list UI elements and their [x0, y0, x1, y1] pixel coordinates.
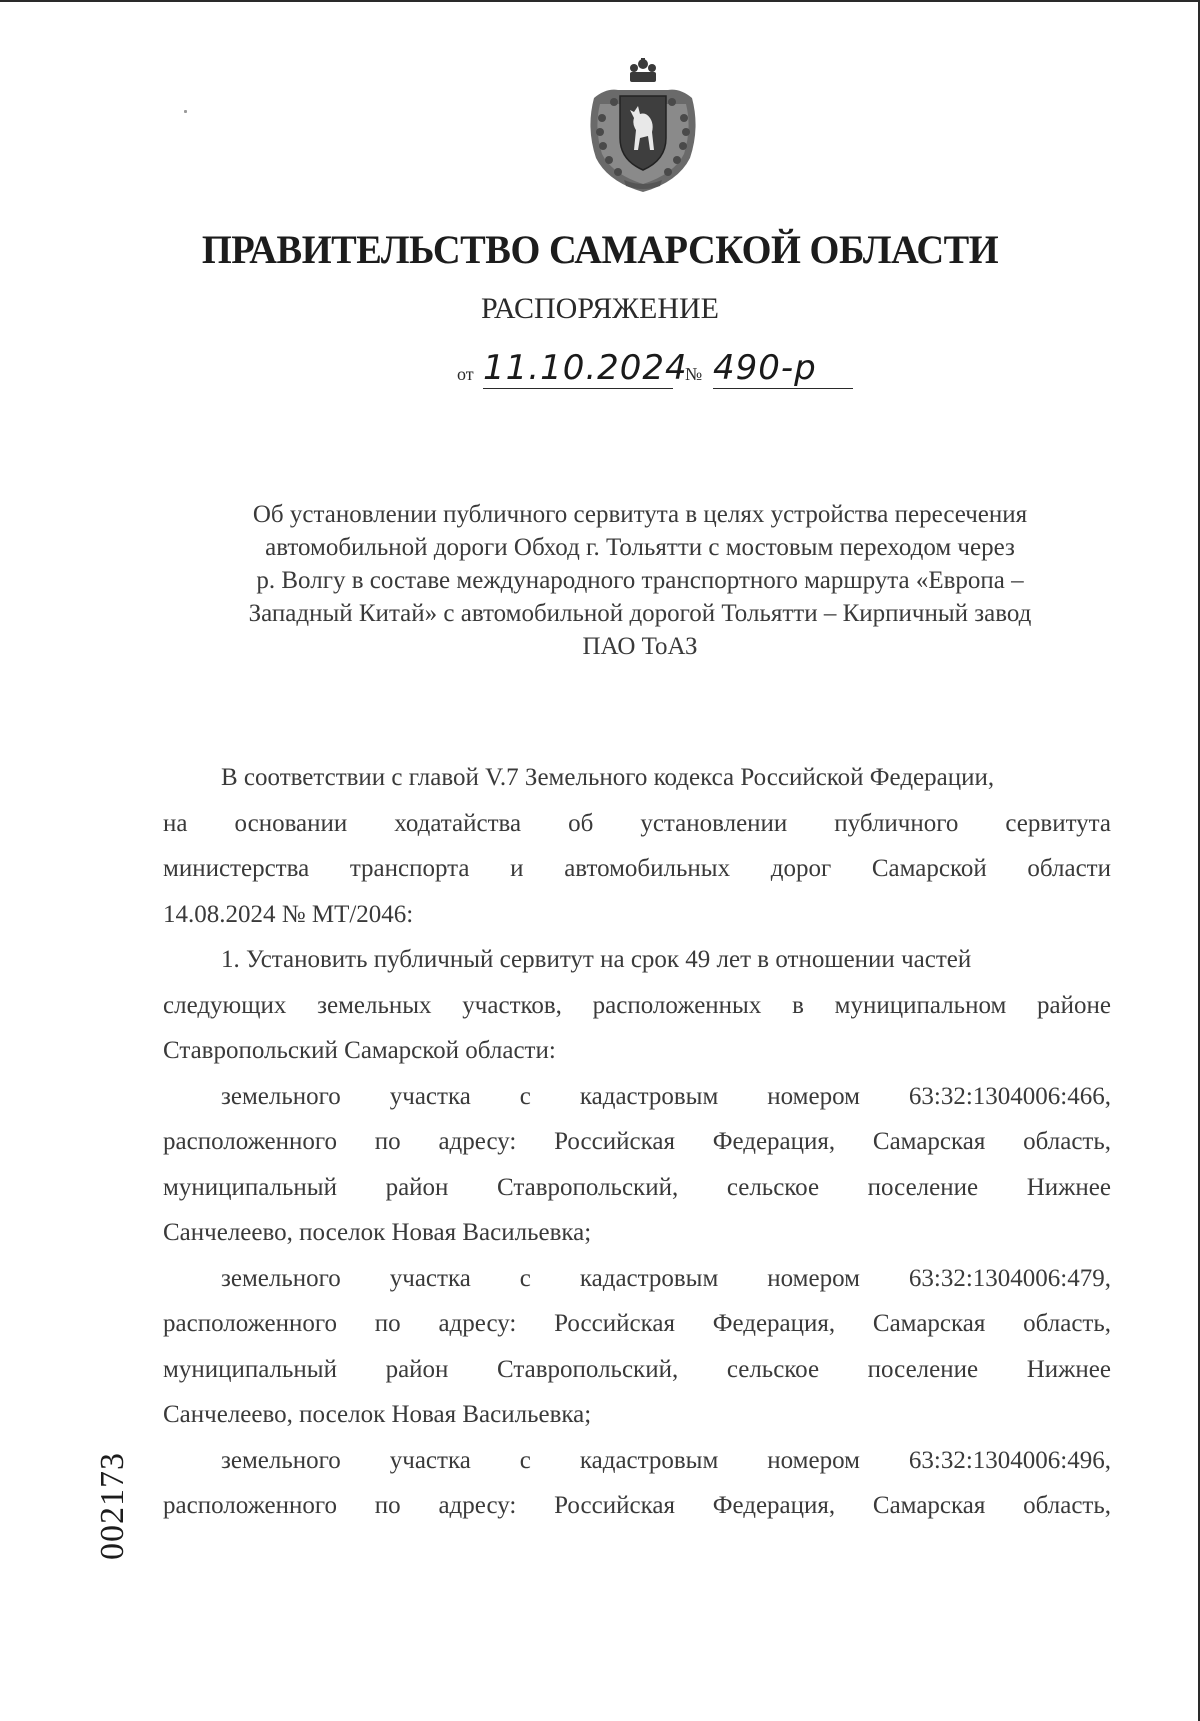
date-number-line [455, 348, 875, 398]
document-body [163, 755, 1111, 1529]
body-line: расположенного по адресу: Российская Федерация, Самарская область, [163, 1310, 1111, 1337]
body-line: земельного участка с кадастровым номером 63:32:1304006:466, [221, 1082, 1111, 1110]
margin-stamp-text: 002173 [94, 1452, 131, 1560]
body-line: Санчелеево, поселок Новая Васильевка; [163, 1219, 592, 1246]
organization-title: ПРАВИТЕЛЬСТВО САМАРСКОЙ ОБЛАСТИ [201, 227, 999, 272]
subject-line: Западный Китай» с автомобильной дорогой Тольятти – Кирпичный завод [248, 600, 1032, 627]
margin-stamp-number [92, 1450, 152, 1570]
coat-of-arms-emblem [584, 58, 702, 194]
body-line: Ставропольский Самарской области: [163, 1037, 556, 1064]
body-line: В соответствии с главой V.7 Земельного кодекса Российской Федерации, [221, 764, 995, 791]
date-label: от [457, 364, 474, 384]
subject-line: автомобильной дороги Обход г. Тольятти с мостовым переходом через [265, 534, 1015, 561]
subject-line: ПАО ТоАЗ [582, 633, 698, 660]
body-line: расположенного по адресу: Российская Федерация, Самарская область, [163, 1492, 1111, 1519]
scan-speck [184, 110, 187, 113]
subject-line: Об установлении публичного сервитута в целях устройства пересечения [252, 501, 1028, 528]
body-line: 14.08.2024 № МТ/2046: [163, 900, 414, 928]
body-line: Санчелеево, поселок Новая Васильевка; [163, 1401, 592, 1428]
body-line: следующих земельных участков, расположенных в муниципальном районе [163, 991, 1111, 1019]
handwritten-date: 11.10.2024 [483, 348, 688, 388]
subject-line: р. Волгу в составе международного транспортного маршрута «Европа – [256, 567, 1024, 594]
body-line: на основании ходатайства об установлении публичного сервитута [163, 809, 1111, 837]
scan-border-top [0, 0, 1200, 2]
body-line: муниципальный район Ставропольский, сельское поселение Нижнее [163, 1355, 1111, 1383]
document-subject [180, 498, 1100, 663]
body-line: 1. Установить публичный сервитут на срок 49 лет в отношении частей [221, 946, 972, 973]
handwritten-number: 490-р [713, 348, 853, 389]
number-label: № [685, 364, 703, 384]
body-line: министерства транспорта и автомобильных дорог Самарской области [163, 855, 1111, 882]
body-line: расположенного по адресу: Российская Федерация, Самарская область, [163, 1128, 1111, 1155]
document-type: РАСПОРЯЖЕНИЕ [480, 292, 720, 325]
body-line: земельного участка с кадастровым номером 63:32:1304006:496, [221, 1446, 1111, 1474]
body-line: муниципальный район Ставропольский, сельское поселение Нижнее [163, 1173, 1111, 1201]
body-line: земельного участка с кадастровым номером 63:32:1304006:479, [221, 1264, 1111, 1292]
